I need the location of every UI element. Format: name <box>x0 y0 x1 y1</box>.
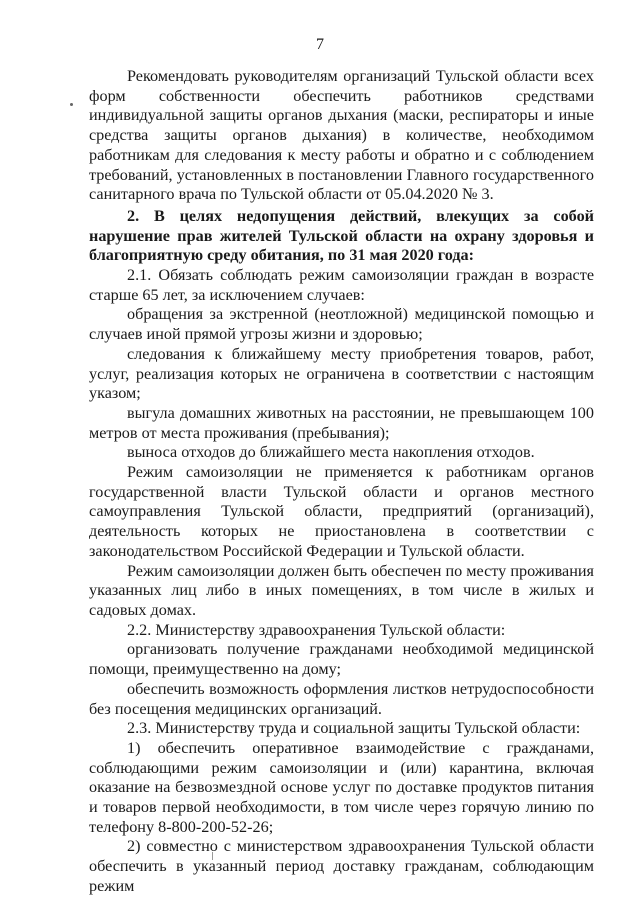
paragraph-exception-medical: обращения за экстренной (неотложной) медицинской помощью и случаев иной прямой угрозы жизни и здоровью; <box>89 305 594 344</box>
paragraph-2-2: 2.2. Министерству здравоохранения Тульской области: <box>127 620 506 639</box>
paragraph-recommendation: Рекомендовать руководителям организаций Тульской области всех форм собственности обеспечить работников средствами индивидуальной защиты органов дыхания (маски, респираторы и иные средства защиты органов дыхания) в количестве, необходимом работникам для следования к месту работы и обратно и с соблюдением требований, установленных в постановлении Главного государственного санитарного врача по Тульской области от 05.04.2020 № 3. <box>89 67 594 204</box>
paragraph-exception-shopping: следования к ближайшему месту приобретения товаров, работ, услуг, реализация которых не ограничена в соответствии с настоящим указом; <box>89 344 594 403</box>
paragraph-not-applied: Режим самоизоляции не применяется к работникам органов государственной власти Тульской области и органов местного самоуправления Тульской области, предприятий (организаций), деятельность которых не приостановлена в соответствии с законодательством Российской Федерации и Тульской области. <box>89 463 594 560</box>
paragraph-2-3-item-2: 2) совместно с министерством здравоохранения Тульской области обеспечить в указанный период доставку гражданам, соблюдающим режим <box>89 837 594 895</box>
paragraph-2-1: 2.1. Обязать соблюдать режим самоизоляции граждан в возрасте старше 65 лет, за исключением случаев: <box>89 266 594 304</box>
scan-mark <box>70 103 73 106</box>
paragraph-2-3: 2.3. Министерству труда и социальной защиты Тульской области: <box>127 719 581 738</box>
paragraph-section-2-heading: 2. В целях недопущения действий, влекущих за собой нарушение прав жителей Тульской области на охрану здоровья и благоприятную среду обитания, по 31 мая 2020 года: <box>89 206 594 265</box>
paragraph-exception-waste: выноса отходов до ближайшего места накопления отходов. <box>127 443 535 462</box>
document-body <box>89 67 594 897</box>
paragraph-exception-pets: выгула домашних животных на расстоянии, не превышающем 100 метров от места проживания (пребывания); <box>89 403 594 442</box>
paragraph-sick-leave: обеспечить возможность оформления листков нетрудоспособности без посещения медицинских организаций. <box>89 679 594 718</box>
page-number: 7 <box>316 36 324 53</box>
paragraph-medical-help: организовать получение гражданами необходимой медицинской помощи, преимущественно на дому; <box>89 640 594 679</box>
paragraph-place-of-isolation: Режим самоизоляции должен быть обеспечен по месту проживания указанных лиц либо в иных помещениях, в том числе в жилых и садовых домах. <box>89 561 594 619</box>
paragraph-2-3-item-1: 1) обеспечить оперативное взаимодействие с гражданами, соблюдающими режим самоизоляции и (или) карантина, включая оказание на безвозмездной основе услуг по доставке продуктов питания и товаров первой необходимости, в том числе через горячую линию по телефону 8-800-200-52-26; <box>89 738 594 836</box>
